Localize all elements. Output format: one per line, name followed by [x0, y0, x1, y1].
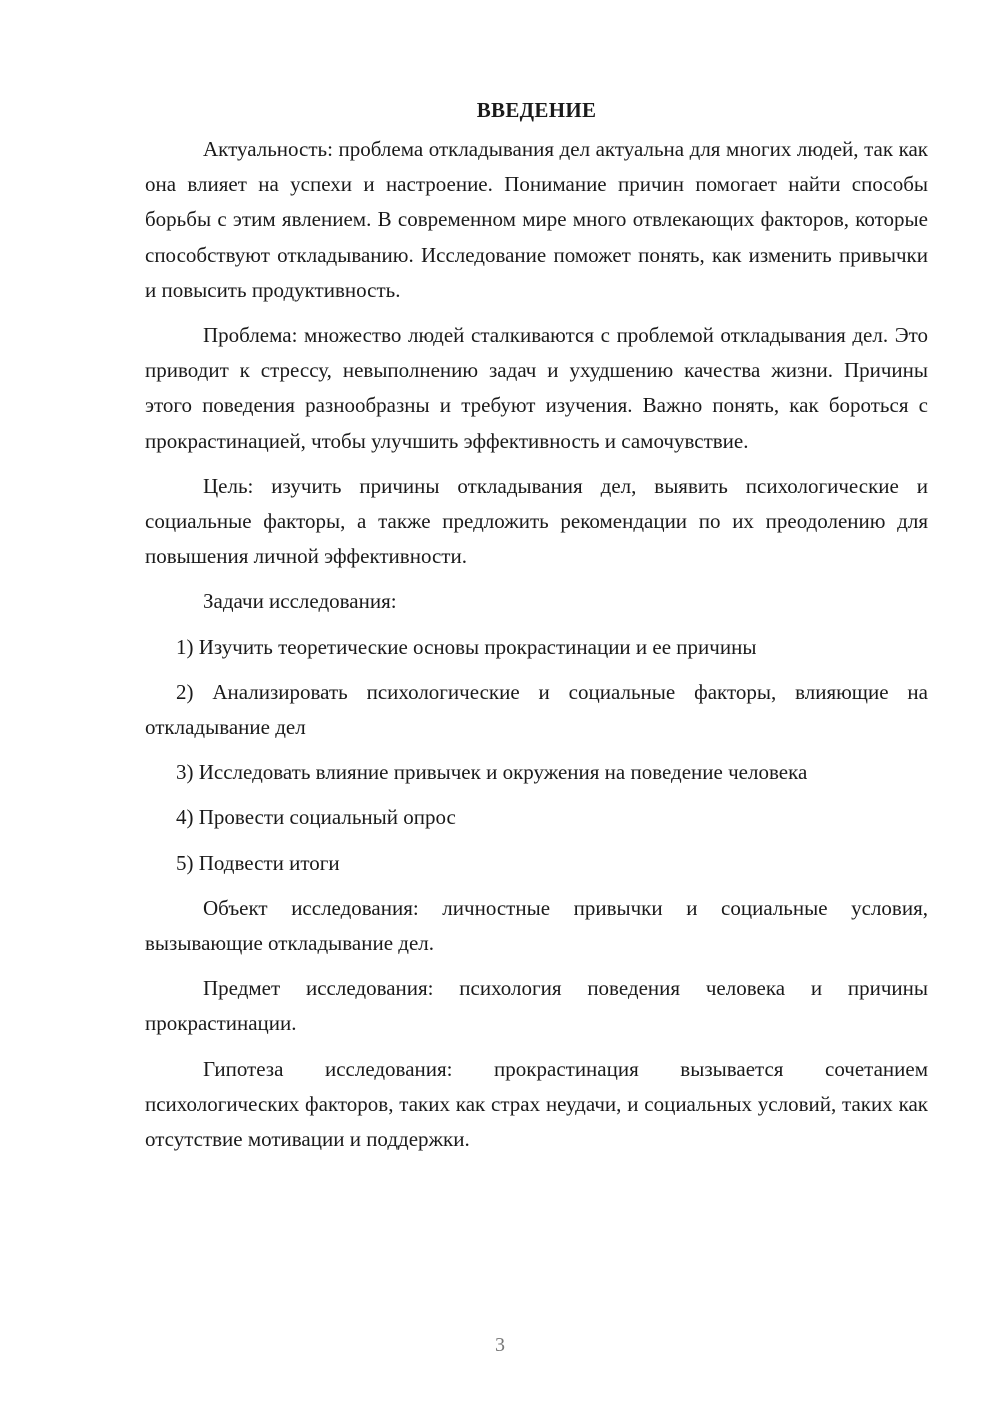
paragraph-relevance: Актуальность: проблема откладывания дел актуальна для многих людей, так как она влияет на успехи и настроение. Понимание причин помогает найти способы борьбы с этим явлением. В современном мире много отвлекающих факторов, которые способствуют откладыванию. Исследование поможет понять, как изменить привычки и повысить продуктивность.: [145, 137, 928, 302]
paragraph-problem: Проблема: множество людей сталкиваются с проблемой откладывания дел. Это приводит к стрессу, невыполнению задач и ухудшению качества жизни. Причины этого поведения разнообразны и требуют изучения. Важно понять, как бороться с прокрастинацией, чтобы улучшить эффективность и самочувствие.: [145, 323, 928, 453]
task-item-5: 5) Подвести итоги: [176, 850, 340, 875]
task-item-2: 2) Анализировать психологические и социальные факторы, влияющие на откладывание дел: [145, 679, 928, 740]
paragraph-object: Объект исследования: личностные привычки и социальные условия, вызывающие откладывание дел.: [145, 895, 928, 956]
section-title: ВВЕДЕНИЕ: [476, 98, 597, 122]
task-item-3: 3) Исследовать влияние привычек и окружения на поведение человека: [176, 760, 808, 785]
page-number: 3: [495, 1334, 505, 1356]
task-item-4: 4) Провести социальный опрос: [176, 805, 456, 830]
page-content: [145, 92, 928, 1167]
paragraph-goal: Цель: изучить причины откладывания дел, выявить психологические и социальные факторы, а также предложить рекомендации по их преодолению для повышения личной эффективности.: [145, 473, 928, 569]
paragraph-subject: Предмет исследования: психология поведения человека и причины прокрастинации.: [145, 976, 928, 1036]
paragraph-tasks-heading: Задачи исследования:: [203, 589, 397, 614]
paragraph-hypothesis: Гипотеза исследования: прокрастинация вызывается сочетанием психологических факторов, таких как страх неудачи, и социальных условий, таких как отсутствие мотивации и поддержки.: [145, 1056, 928, 1152]
task-item-1: 1) Изучить теоретические основы прокрастинации и ее причины: [176, 634, 757, 659]
